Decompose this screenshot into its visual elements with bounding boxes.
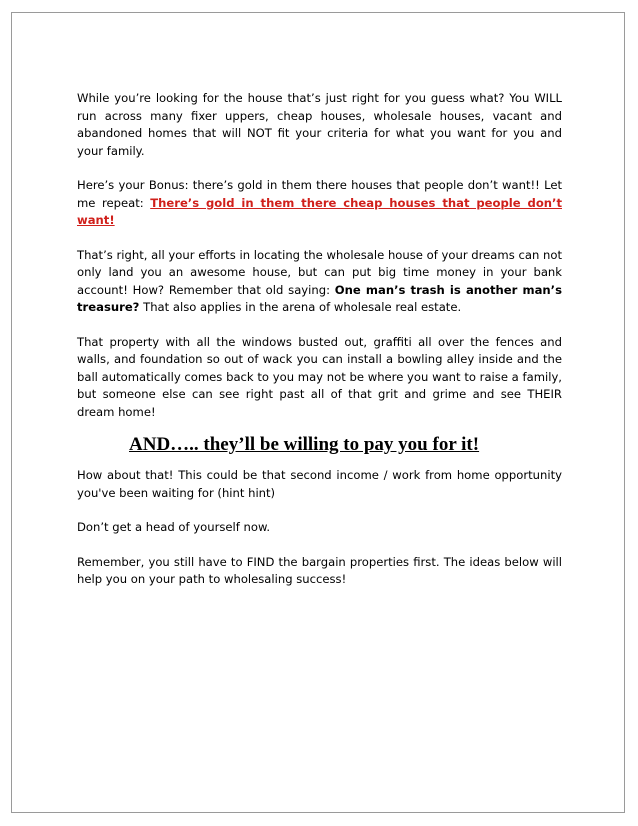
paragraph-saying (77, 247, 562, 317)
paragraph-opportunity (77, 467, 562, 502)
paragraph-opportunity-text: How about that! This could be that second income / work from home opportunity you've been waiting for (hint hint) (77, 468, 562, 500)
paragraph-intro-text: While you’re looking for the house that’s just right for you guess what? You WILL run across many fixer uppers, cheap houses, wholesale houses, vacant and abandoned homes that will NOT fit your criteria for what you want for you and your family. (77, 91, 562, 158)
paragraph-caution (77, 519, 562, 537)
paragraph-caution-text: Don’t get a head of yourself now. (77, 520, 271, 534)
document-body (77, 90, 562, 606)
saying-lead-text: That’s right, all your efforts in locating the wholesale house of your dreams can not only land you an awesome house, but can put big time money in your bank account! How? Remember that old saying: (77, 247, 562, 297)
paragraph-bonus (77, 177, 562, 230)
paragraph-remember-text: Remember, you still have to FIND the bargain properties first. The ideas below will help you on your path to wholesaling success! (77, 554, 562, 586)
bonus-highlight-text: There’s gold in them there cheap houses that people don’t want! (77, 195, 562, 227)
paragraph-property (77, 334, 562, 422)
paragraph-intro (77, 90, 562, 160)
bonus-lead-text: Here’s your Bonus: there’s gold in them there houses that people don’t want!! Let me repeat: (77, 178, 562, 210)
paragraph-property-text: That property with all the windows busted out, graffiti all over the fences and walls, and foundation so out of wack you can install a bowling alley inside and the ball automatically comes back to you may not be where you want to raise a family, but someone else can see right past all of that grit and grime and see THEIR dream home! (77, 334, 562, 419)
saying-tail-text: That also applies in the arena of wholesale real estate. (139, 300, 462, 314)
saying-bold-text: One man’s trash is another man’s treasure? (77, 282, 562, 314)
headline: AND….. they’ll be willing to pay you for it! (129, 434, 480, 455)
paragraph-remember (77, 554, 562, 589)
